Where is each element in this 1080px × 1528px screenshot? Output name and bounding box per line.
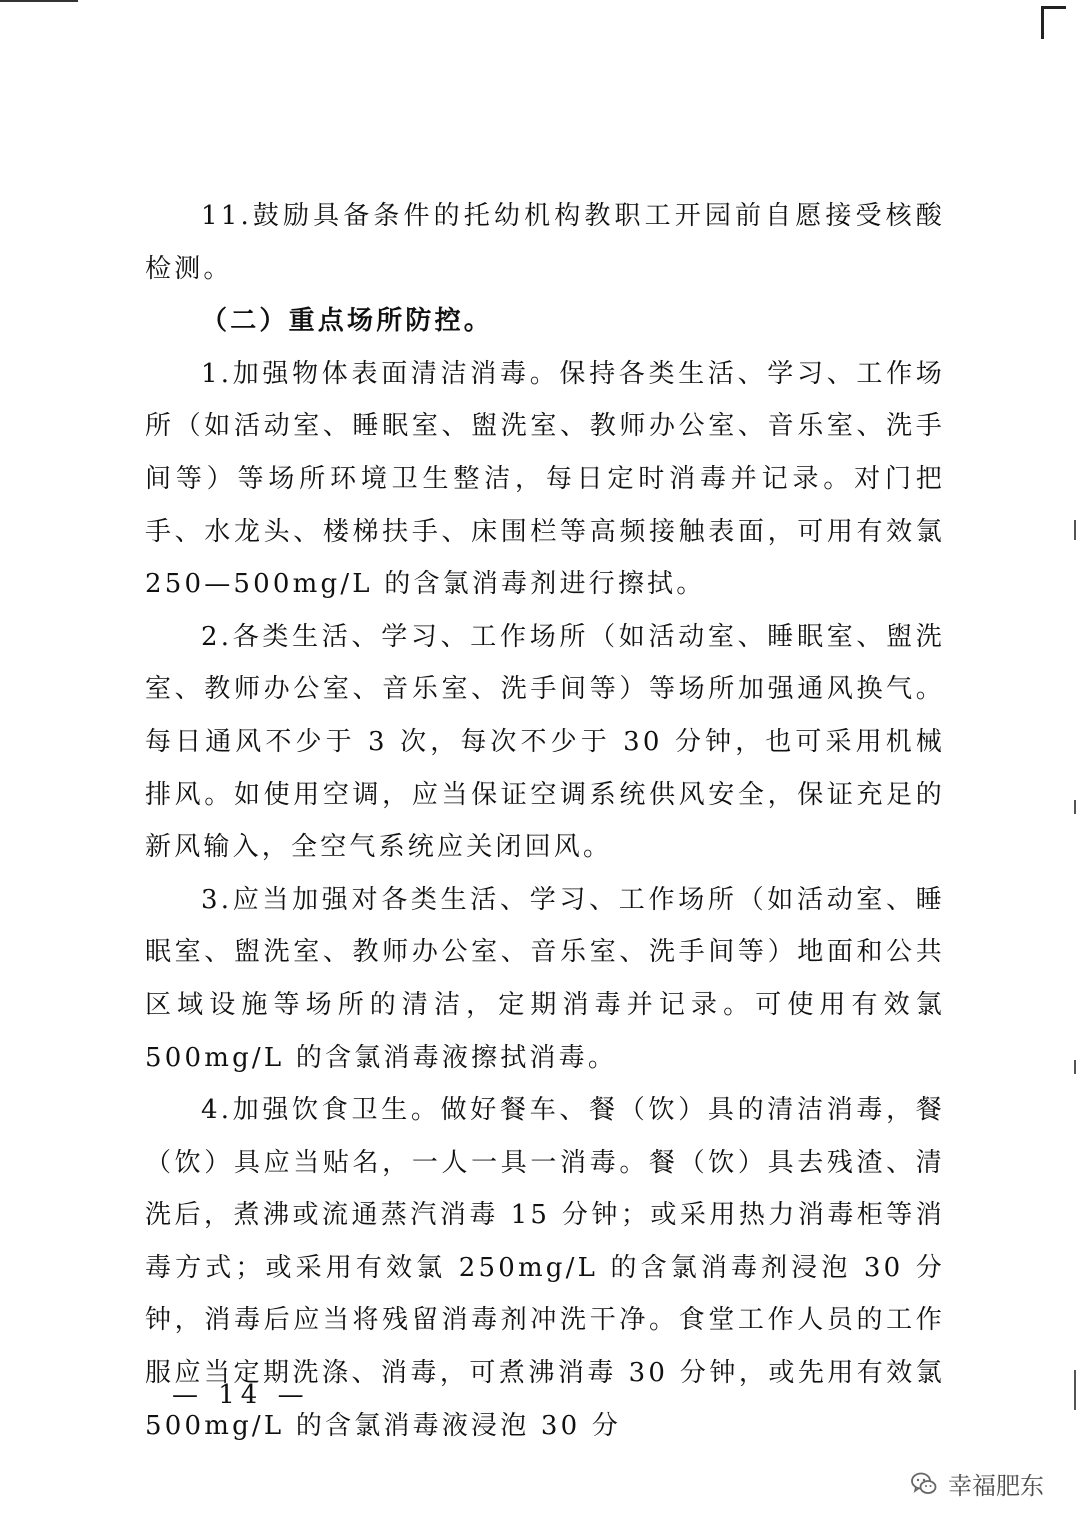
scan-edge-mark	[1074, 1060, 1076, 1074]
scan-edge-mark	[1074, 1370, 1076, 1410]
document-body	[145, 190, 945, 1452]
watermark-text: 幸福肥东	[948, 1472, 1044, 1500]
paragraph-item-3: 3.应当加强对各类生活、学习、工作场所（如活动室、睡眠室、盥洗室、教师办公室、音乐室、洗手间等）地面和公共区域设施等场所的清洁，定期消毒并记录。可使用有效氯 500mg/L 的含氯消毒液擦拭消毒。	[145, 884, 945, 1073]
paragraph-item-11: 11.鼓励具备条件的托幼机构教职工开园前自愿接受核酸检测。	[145, 201, 945, 284]
scan-artifact-line	[0, 0, 78, 2]
section-heading: （二）重点场所防控。	[201, 306, 494, 337]
paragraph-item-2: 2.各类生活、学习、工作场所（如活动室、睡眠室、盥洗室、教师办公室、音乐室、洗手间等）等场所加强通风换气。每日通风不少于 3 次，每次不少于 30 分钟，也可采用机械排风。如使用空调，应当保证空调系统供风安全，保证充足的新风输入，全空气系统应关闭回风。	[145, 621, 945, 863]
paragraph-item-4: 4.加强饮食卫生。做好餐车、餐（饮）具的清洁消毒，餐（饮）具应当贴名，一人一具一消毒。餐（饮）具去残渣、清洗后，煮沸或流通蒸汽消毒 15 分钟；或采用热力消毒柜等消毒方式；或采用有效氯 250mg/L 的含氯消毒剂浸泡 30 分钟，消毒后应当将残留消毒剂冲洗干净。食堂工作人员的工作服应当定期洗涤、消毒，可煮沸消毒 30 分钟，或先用有效氯 500mg/L 的含氯消毒液浸泡 30 分	[145, 1095, 945, 1441]
paragraph-item-1: 1.加强物体表面清洁消毒。保持各类生活、学习、工作场所（如活动室、睡眠室、盥洗室、教师办公室、音乐室、洗手间等）等场所环境卫生整洁，每日定时消毒并记录。对门把手、水龙头、楼梯扶手、床围栏等高频接触表面，可用有效氯 250—500mg/L 的含氯消毒剂进行擦拭。	[145, 358, 945, 600]
scan-edge-mark	[1074, 800, 1076, 814]
watermark	[910, 1466, 1044, 1501]
wechat-icon	[910, 1470, 938, 1498]
scan-corner-mark	[1041, 6, 1066, 39]
scan-edge-mark	[1074, 520, 1076, 540]
page-number: — 14 —	[172, 1380, 310, 1410]
